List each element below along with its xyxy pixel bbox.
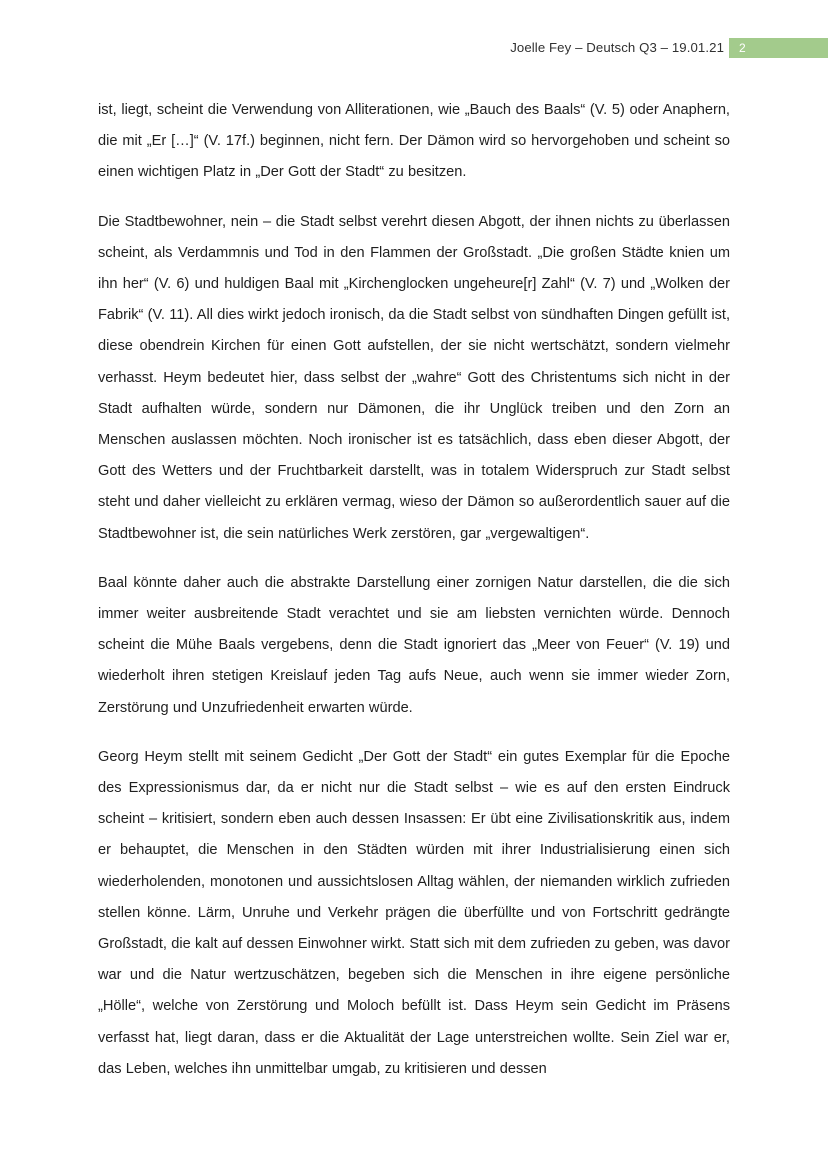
header-text: Joelle Fey – Deutsch Q3 – 19.01.21 <box>510 40 724 55</box>
document-body <box>98 95 730 1103</box>
paragraph-2: Die Stadtbewohner, nein – die Stadt selbst verehrt diesen Abgott, der ihnen nichts zu überlassen scheint, als Verdammnis und Tod in den Flammen der Großstadt. „Die großen Städte knien um ihn her“ (V. 6) und huldigen Baal mit „Kirchenglocken ungeheure[r] Zahl“ (V. 7) und „Wolken der Fabrik“ (V. 11). All dies wirkt jedoch ironisch, da die Stadt selbst von sündhaften Dingen gefüllt ist, diese obendrein Kirchen für einen Gott aufstellen, der sie nicht wertschätzt, sondern vielmehr verhasst. Heym bedeutet hier, dass selbst der „wahre“ Gott des Christentums sich nicht in der Stadt aufhalten würde, sondern nur Dämonen, die ihr Unglück treiben und den Zorn an Menschen auslassen möchten. Noch ironischer ist es tatsächlich, dass eben dieser Abgott, der Gott des Wetters und der Fruchtbarkeit darstellt, was in totalem Widerspruch zur Stadt selbst steht und daher vielleicht zu erklären vermag, wieso der Dämon so außerordentlich sauer auf die Stadtbewohner ist, die sein natürliches Werk zerstören, gar „vergewaltigen“. <box>98 213 730 542</box>
paragraph-1: ist, liegt, scheint die Verwendung von Alliterationen, wie „Bauch des Baals“ (V. 5) oder Anaphern, die mit „Er […]“ (V. 17f.) beginnen, nicht fern. Der Dämon wird so hervorgehoben und scheint so einen wichtigen Platz in „Der Gott der Stadt“ zu besitzen. <box>98 102 730 181</box>
page-header <box>0 38 828 60</box>
paragraph-3: Baal könnte daher auch die abstrakte Darstellung einer zornigen Natur darstellen, die die sich immer weiter ausbreitende Stadt verachtet und sie am liebsten vernichten würde. Dennoch scheint die Mühe Baals vergebens, denn die Stadt ignoriert das „Meer von Feuer“ (V. 19) und wiederholt ihren stetigen Kreislauf jeden Tag aufs Neue, auch wenn sie immer wieder Zorn, Zerstörung und Unzufriedenheit erwarten würde. <box>98 574 730 716</box>
paragraph-4: Georg Heym stellt mit seinem Gedicht „Der Gott der Stadt“ ein gutes Exemplar für die Epoche des Expressionismus dar, da er nicht nur die Stadt selbst – wie es auf den ersten Eindruck scheint – kritisiert, sondern eben auch dessen Insassen: Er übt eine Zivilisationskritik aus, indem er behauptet, die Menschen in den Städten würden mit ihrer Industrialisierung einen sich wiederholenden, monotonen und aussichtslosen Alltag wählen, der niemanden wirklich zufrieden stellen könne. Lärm, Unruhe und Verkehr prägen die überfüllte und von Fortschritt gedrängte Großstadt, die kalt auf dessen Einwohner wirkt. Statt sich mit dem zufrieden zu geben, was davor war und die Natur wertzuschätzen, begeben sich die Menschen in ihre eigene persönliche „Hölle“, welche von Zerstörung und Moloch befüllt ist. Dass Heym sein Gedicht im Präsens verfasst hat, liegt daran, dass er die Aktualität der Lage unterstreichen wollte. Sein Ziel war er, das Leben, welches ihn unmittelbar umgab, zu kritisieren und dessen <box>98 748 730 1077</box>
page-number: 2 <box>729 38 828 58</box>
